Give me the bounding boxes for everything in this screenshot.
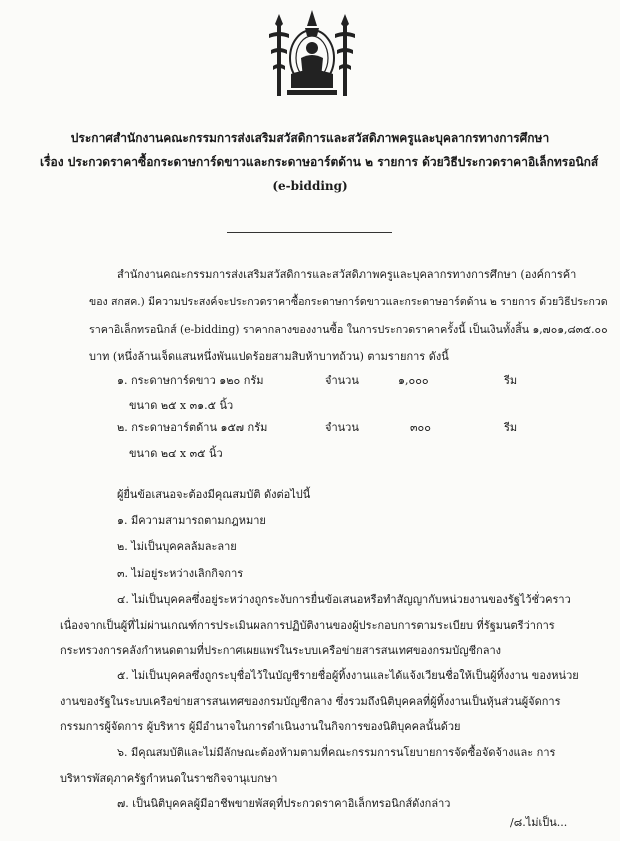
item-size-2: ขนาด ๒๔ x ๓๕ นิ้ว [129,447,223,460]
qualification-5-line-2: งานของรัฐในระบบเครือข่ายสารสนเทศของกรมบัญชีกลาง ซึ่งรวมถึงนิติบุคคลที่ผู้ทิ้งงานเป็นหุ้นส่วนผู้จัดการ [60,695,561,708]
intro-line-2: ของ สกสค.) มีความประสงค์จะประกวดราคาซื้อกระดาษการ์ดขาวและกระดาษอาร์ตด้าน ๒ รายการ ด้วยวิธีประกวด [89,296,608,308]
item-name: ๒. กระดาษอาร์ตด้าน ๑๕๗ กรัม [117,421,268,434]
thai-emblem-icon [261,4,363,104]
item-unit: รีม [504,421,518,434]
item-row-2 [0,420,620,436]
intro-line-1: สำนักงานคณะกรรมการส่งเสริมสวัสดิการและสวัสดิภาพครูและบุคลากรทางการศึกษา (องค์การค้า [117,268,577,281]
qualification-6-line-2: บริหารพัสดุภาครัฐกำหนดในราชกิจจานุเบกษา [60,772,278,785]
qualifications-heading: ผู้ยื่นข้อเสนอจะต้องมีคุณสมบัติ ดังต่อไปนี้ [117,488,311,501]
qualification-5-line-1: ๕. ไม่เป็นบุคคลซึ่งถูกระบุชื่อไว้ในบัญชีรายชื่อผู้ทิ้งงานและได้แจ้งเวียนชื่อให้เป็นผู้ทิ้งงาน ของหน่วย [117,669,579,682]
continuation-marker: /๘.ไม่เป็น... [510,816,568,829]
qualification-4-line-1: ๔. ไม่เป็นบุคคลซึ่งอยู่ระหว่างถูกระงับการยื่นข้อเสนอหรือทำสัญญากับหน่วยงานของรัฐไว้ชั่วคราว [117,593,571,606]
qualification-2: ๒. ไม่เป็นบุคคลล้มละลาย [117,540,237,553]
qualification-1: ๑. มีความสามารถตามกฎหมาย [117,514,266,527]
item-qty: ๑,๐๐๐ [398,374,429,387]
title-line-3: (e-bidding) [272,179,348,193]
item-unit: รีม [504,374,518,387]
title-divider [227,232,392,233]
announcement-title [40,126,599,198]
qualification-4-line-3: กระทรวงการคลังกำหนดตามที่ประกาศเผยแพร่ในระบบเครือข่ายสารสนเทศของกรมบัญชีกลาง [60,644,502,657]
item-qty-label: จำนวน [325,421,359,434]
qualification-4-line-2: เนื่องจากเป็นผู้ที่ไม่ผ่านเกณฑ์การประเมินผลการปฏิบัติงานของผู้ประกอบการตามระเบียบ ที่รัฐมนตรีว่าการ [60,619,555,632]
intro-line-3: ราคาอิเล็กทรอนิกส์ (e-bidding) ราคากลางของงานซื้อ ในการประกวดราคาครั้งนี้ เป็นเงินทั้งสิ้น ๑,๗๐๑,๘๓๕.๐๐ [89,323,608,336]
qualification-3: ๓. ไม่อยู่ระหว่างเลิกกิจการ [117,567,244,580]
item-row-1 [0,373,620,389]
item-name: ๑. กระดาษการ์ดขาว ๑๒๐ กรัม [117,374,264,387]
qualification-7: ๗. เป็นนิติบุคคลผู้มีอาชีพขายพัสดุที่ประกวดราคาอิเล็กทรอนิกส์ดังกล่าว [117,797,451,810]
item-qty-label: จำนวน [325,374,359,387]
title-line-1: ประกาศสำนักงานคณะกรรมการส่งเสริมสวัสดิการและสวัสดิภาพครูและบุคลากรทางการศึกษา [70,131,550,145]
title-line-2: เรื่อง ประกวดราคาซื้อกระดาษการ์ดขาวและกระดาษอาร์ตด้าน ๒ รายการ ด้วยวิธีประกวดราคาอิเล็กทรอนิกส์ [40,155,599,169]
item-qty: ๓๐๐ [410,421,431,434]
qualification-5-line-3: กรรมการผู้จัดการ ผู้บริหาร ผู้มีอำนาจในการดำเนินงานในกิจการของนิติบุคคลนั้นด้วย [60,720,461,733]
intro-line-4: บาท (หนึ่งล้านเจ็ดแสนหนึ่งพันแปดร้อยสามสิบห้าบาทถ้วน) ตามรายการ ดังนี้ [89,350,449,363]
qualification-6-line-1: ๖. มีคุณสมบัติและไม่มีลักษณะต้องห้ามตามที่คณะกรรมการนโยบายการจัดซื้อจัดจ้างและ การ [117,746,556,759]
item-size-1: ขนาด ๒๕ x ๓๑.๕ นิ้ว [129,399,234,412]
